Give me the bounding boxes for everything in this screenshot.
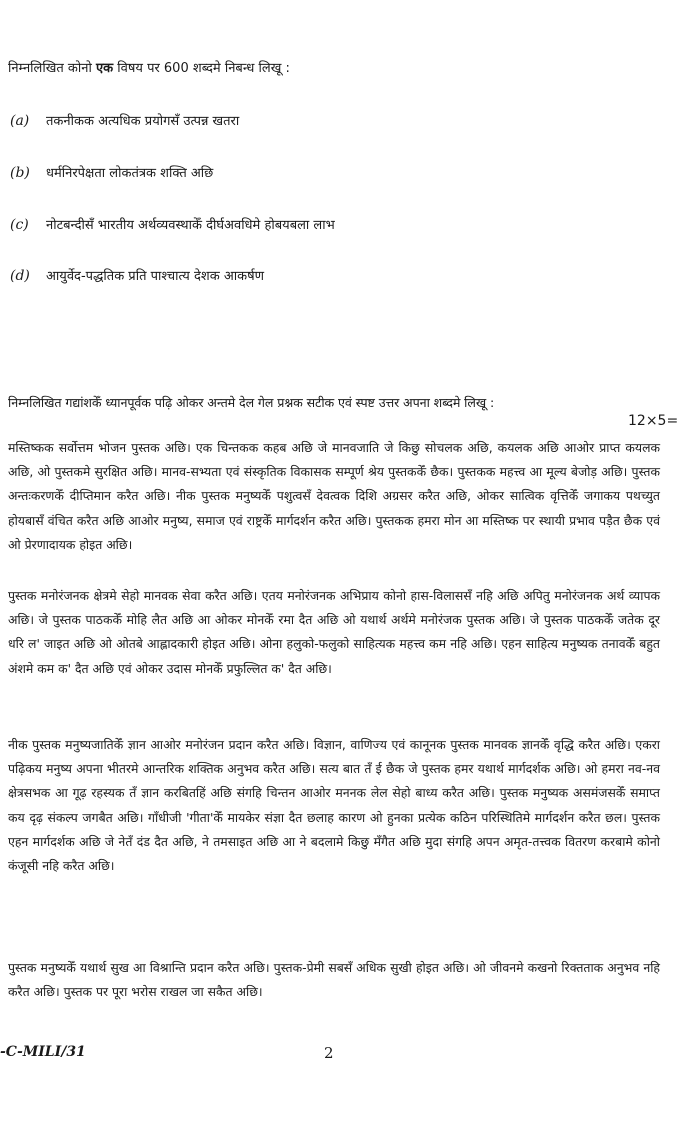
question-1-prompt-start: निम्नलिखित कोनो xyxy=(8,61,96,76)
passage-paragraph-2: पुस्तक मनोरंजनक क्षेत्रमे सेहो मानवक सेवा करैत अछि। एतय मनोरंजनक अभिप्राय कोनो हास-विलाससँ नहि अछि अपितु मनोरंजनक अर्थ व्यापक अछि। जे पुस्तक पाठककेँ मोहि लैत अछि आ ओकर मोनकेँ रमा दैत अछि ओ यथार्थ अर्थमे मनोरंजक पुस्तक अछि। जे पुस्तक पाठककेँ जतेक दूर धरि ल' जाइत अछि ओ ओतबे आह्लादकारी होइत अछि। ओना हलुको-फलुको साहित्यक महत्त्व कम नहि अछि। एहन साहित्य मनुष्यक तनावकेँ बहुत अंशमे कम क' दैत अछि एवं ओकर उदास मोनकेँ प्रफुल्लित क' दैत अछि। xyxy=(8,588,660,676)
option-label: (a) xyxy=(10,113,30,129)
passage-paragraph-4: पुस्तक मनुष्यकेँ यथार्थ सुख आ विश्रान्ति प्रदान करैत अछि। पुस्तक-प्रेमी सबसँ अधिक सुखी होइत अछि। ओ जीवनमे कखनो रिक्तताक अनुभव नहि करैत अछि। पुस्तक पर पूरा भरोस राखल जा सकैत अछि। xyxy=(8,960,660,1000)
marks-label: 12×5= xyxy=(628,413,678,429)
option-text: नोटबन्दीसँ भारतीय अर्थव्यवस्थाकेँ दीर्घअवधिमे होबयबला लाभ xyxy=(46,218,335,233)
option-label: (d) xyxy=(10,268,30,284)
essay-option-d xyxy=(10,266,264,284)
paper-code: -C-MILI/31 xyxy=(0,1044,86,1060)
option-text: तकनीकक अत्यधिक प्रयोगसँ उत्पन्न खतरा xyxy=(46,114,240,129)
question-1-prompt-end: विषय पर 600 शब्दमे निबन्ध लिखू : xyxy=(113,61,290,76)
option-text: धर्मनिरपेक्षता लोकतंत्रक शक्ति अछि xyxy=(46,166,214,181)
passage-paragraph-3: नीक पुस्तक मनुष्यजातिकेँ ज्ञान आओर मनोरंजन प्रदान करैत अछि। विज्ञान, वाणिज्य एवं कानूनक पुस्तक मानवक ज्ञानकेँ वृद्धि करैत अछि। एकरा पढ़िकय मनुष्य अपना भीतरमे आन्तरिक शक्तिक अनुभव करैत अछि। सत्य बात तँ ई छैक जे पुस्तक हमर यथार्थ मार्गदर्शक अछि। ओ हमरा नव-नव क्षेत्रसभक आ गूढ़ रहस्यक तँ ज्ञान करबितहिं अछि संगहि चिन्तन आओर मननक लेल सेहो बाध्य करैत अछि। पुस्तक मनुष्यक असमंजसकेँ समाप्त कय दृढ़ संकल्प जगबैत अछि। गाँधीजी 'गीता'केँ मायकेर संज्ञा दैत छलाह कारण ओ हुनका प्रत्येक कठिन परिस्थितिमे मार्गदर्शन करैत छल। पुस्तक एहन मार्गदर्शक अछि जे नेतँ दंड दैत अछि, ने तमसाइत अछि आ ने बदलामे किछु मँगैत अछि मुदा संगहि अपन अमृत-तत्त्वक वितरण करबामे कोनो कंजूसी नहि करैत अछि। xyxy=(8,737,660,874)
essay-option-c xyxy=(10,215,335,233)
question-2-prompt: निम्नलिखित गद्यांशकेँ ध्यानपूर्वक पढ़ि ओकर अन्तमे देल गेल प्रश्नक सटीक एवं स्पष्ट उत्तर अपना शब्दमे लिखू : xyxy=(8,395,495,410)
option-label: (c) xyxy=(10,217,29,233)
question-1-prompt-emphasis: एक xyxy=(95,61,114,76)
option-text: आयुर्वेद-पद्धतिक प्रति पाश्चात्य देशक आकर्षण xyxy=(46,269,265,284)
option-label: (b) xyxy=(10,165,30,181)
passage-paragraph-1: मस्तिष्कक सर्वोत्तम भोजन पुस्तक अछि। एक चिन्तकक कहब अछि जे मानवजाति जे किछु सोचलक अछि, कयलक अछि आओर प्राप्त कयलक अछि, ओ पुस्तकमे सुरक्षित अछि। मानव-सभ्यता एवं संस्कृतिक विकासक सम्पूर्ण श्रेय पुस्तककेँ छैक। पुस्तकक महत्त्व आ मूल्य बेजोड़ अछि। पुस्तक अन्तःकरणकेँ दीप्तिमान करैत अछि। नीक पुस्तक मनुष्यकेँ पशुत्वसँ देवत्वक दिशि अग्रसर करैत अछि, ओकर सात्विक वृत्तिकेँ जगाकय पथच्युत होयबासँ वंचित करैत अछि आओर मनुष्य, समाज एवं राष्ट्रकेँ मार्गदर्शन करैत अछि। पुस्तकक हमरा मोन आ मस्तिष्क पर स्थायी प्रभाव पड़ैत छैक एवं ओ प्रेरणादायक होइत अछि। xyxy=(8,440,660,552)
essay-option-a xyxy=(10,111,239,129)
page-number: 2 xyxy=(324,1044,334,1062)
question-1-prompt xyxy=(8,58,290,76)
essay-option-b xyxy=(10,163,213,181)
